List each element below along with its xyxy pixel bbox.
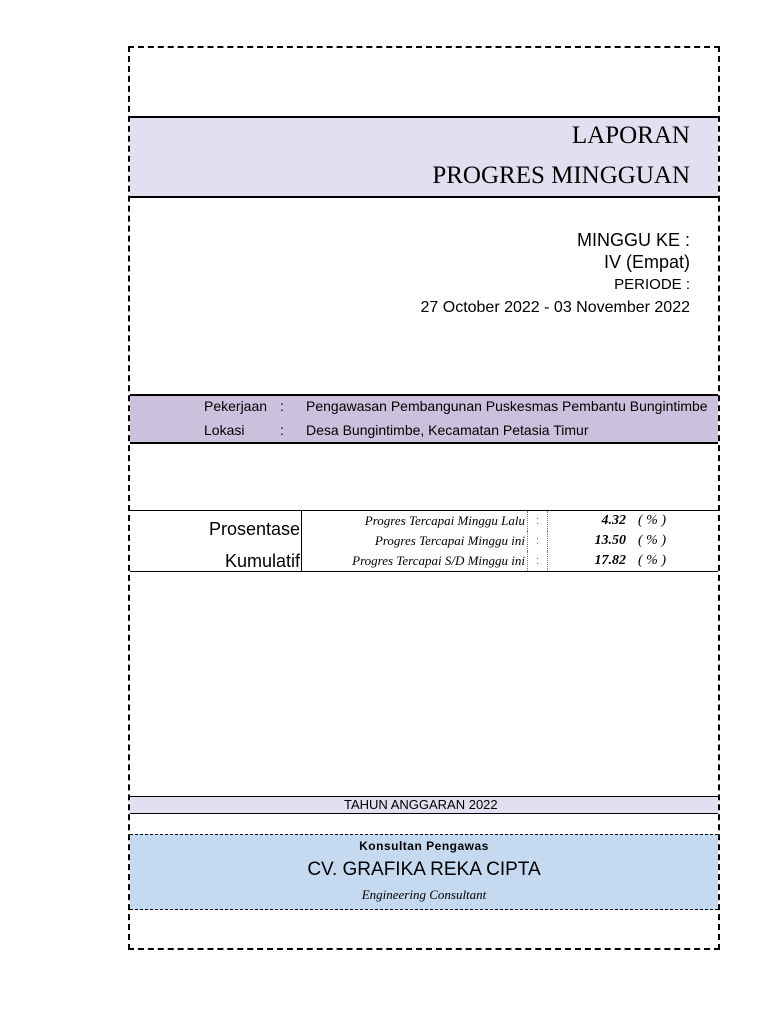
report-title-line-1: LAPORAN bbox=[571, 122, 690, 149]
period-value: 27 October 2022 - 03 November 2022 bbox=[420, 299, 690, 316]
lokasi-row bbox=[130, 422, 718, 444]
progress-label-cell bbox=[130, 511, 302, 571]
consultant-name: CV. GRAFIKA REKA CIPTA bbox=[307, 859, 541, 880]
progress-desc: Progres Tercapai S/D Minggu ini bbox=[302, 551, 528, 571]
progress-colon: : bbox=[528, 511, 548, 531]
week-label: MINGGU KE : bbox=[576, 230, 690, 250]
lokasi-colon: : bbox=[280, 422, 284, 438]
period-label: PERIODE : bbox=[614, 276, 690, 293]
pekerjaan-row bbox=[130, 398, 718, 420]
progress-table bbox=[130, 510, 718, 572]
progress-unit: ( % ) bbox=[638, 513, 666, 528]
progress-row bbox=[302, 511, 718, 531]
progress-label-line-1: Prosentase bbox=[208, 519, 300, 539]
report-title-line-2: PROGRES MINGGUAN bbox=[432, 162, 690, 189]
progress-unit: ( % ) bbox=[638, 533, 666, 548]
progress-value: 4.32 bbox=[601, 513, 626, 528]
progress-row bbox=[302, 531, 718, 551]
lokasi-value: Desa Bungintimbe, Kecamatan Petasia Timur bbox=[306, 422, 589, 438]
report-cover-sheet bbox=[128, 46, 720, 950]
progress-value: 13.50 bbox=[594, 533, 626, 548]
week-value: IV (Empat) bbox=[603, 252, 690, 272]
consultant-block bbox=[130, 834, 718, 910]
lokasi-label: Lokasi bbox=[204, 422, 245, 438]
progress-desc: Progres Tercapai Minggu ini bbox=[302, 531, 528, 551]
progress-desc: Progres Tercapai Minggu Lalu bbox=[302, 511, 528, 531]
title-band bbox=[130, 116, 718, 198]
pekerjaan-label: Pekerjaan bbox=[204, 398, 268, 414]
progress-row bbox=[302, 551, 718, 571]
progress-value: 17.82 bbox=[594, 553, 626, 568]
progress-colon: : bbox=[528, 531, 548, 551]
progress-label-line-2: Kumulatif bbox=[224, 551, 300, 571]
progress-unit: ( % ) bbox=[638, 553, 666, 568]
pekerjaan-value: Pengawasan Pembangunan Puskesmas Pembantu Bungintimbe bbox=[306, 398, 708, 414]
pekerjaan-colon: : bbox=[280, 398, 284, 414]
consultant-tagline: Engineering Consultant bbox=[361, 887, 487, 902]
budget-year-band bbox=[130, 796, 718, 814]
consultant-label: Konsultan Pengawas bbox=[359, 839, 489, 853]
project-info-band bbox=[130, 394, 718, 444]
progress-colon: : bbox=[528, 551, 548, 571]
budget-year: TAHUN ANGGARAN 2022 bbox=[344, 797, 498, 812]
